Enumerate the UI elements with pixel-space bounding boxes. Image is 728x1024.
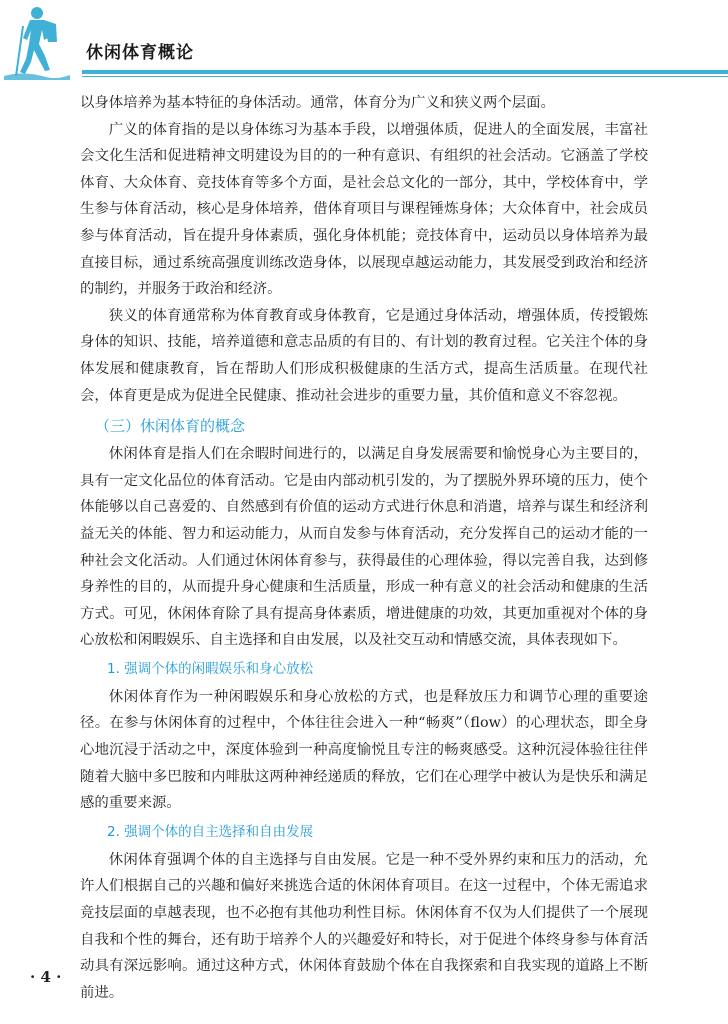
paragraph-free-choice: 休闲体育强调个体的自主选择与自由发展。它是一种不受外界约束和压力的活动，允许人们根据自己的兴趣和偏好来挑选合适的休闲体育项目。在这一过程中，个体无需追求竞技层面的卓越表现，也不必抱有其他功利性目标。休闲体育不仅为人们提供了一个展现自我和个性的舞台，还有助于培养个人的兴趣爱好和特长，对于促进个体终身参与体育活动具有深远影响。通过这种方式，休闲体育鼓励个体在自我探索和自我实现的道路上不断前进。	[80, 851, 648, 1001]
paragraph-leisure-definition: 休闲体育是指人们在余暇时间进行的，以满足自身发展需要和愉悦身心为主要目的，具有一定文化品位的体育活动。它是由内部动机引发的，为了摆脱外界环境的压力，使个体能够以自己喜爱的、自然感到有价值的运动方式进行休息和消遣，培养与谋生和经济利益无关的体能、智力和运动能力，从而自发参与体育活动，充分发挥自己的运动才能的一种社会文化活动。人们通过休闲体育参与，获得最佳的心理体验，得以完善自我，达到修身养性的目的，从而提升身心健康和生活质量，形成一种有意义的社会活动和健康的生活方式。可见，休闲体育除了具有提高身体素质，增进健康的功效，其更加重视对个体的身心放松和闲暇娱乐、自主选择和自由发展，以及社交互动和情感交流，具体表现如下。	[80, 446, 648, 649]
page-body	[80, 90, 648, 1006]
header-divider-thin	[82, 76, 728, 77]
subheading-free-choice: 2. 强调个体的自主选择和自由发展	[107, 823, 314, 840]
page-number: · 4 ·	[30, 968, 62, 986]
page-header	[0, 0, 728, 86]
paragraph-relaxation: 休闲体育作为一种闲暇娱乐和身心放松的方式，也是释放压力和调节心理的重要途径。在参与休闲体育的过程中，个体往往会进入一种“畅爽”（flow）的心理状态，即全身心地沉浸于活动之中，深度体验到一种高度愉悦且专注的畅爽感受。这种沉浸体验往往伴随着大脑中多巴胺和内啡肽这两种神经递质的释放，它们在心理学中被认为是快乐和满足感的重要来源。	[80, 688, 648, 812]
section-heading: （三）休闲体育的概念	[95, 417, 246, 436]
hiker-icon	[4, 4, 70, 80]
paragraph-narrow-sports: 狭义的体育通常称为体育教育或身体教育，它是通过身体活动，增强体质，传授锻炼身体的知识、技能，培养道德和意志品质的有目的、有计划的教育过程。它关注个体的身体发展和健康教育，旨在帮助人们形成积极健康的生活方式，提高生活质量。在现代社会，体育更是成为促进全民健康、推动社会进步的重要力量，其价值和意义不容忽视。	[80, 307, 648, 404]
header-divider	[82, 70, 728, 74]
paragraph-continued: 以身体培养为基本特征的身体活动。通常，体育分为广义和狭义两个层面。	[80, 95, 555, 111]
book-title: 休闲体育概论	[86, 43, 194, 63]
paragraph-broad-sports: 广义的体育指的是以身体练习为基本手段，以增强体质，促进人的全面发展，丰富社会文化生活和促进精神文明建设为目的的一种有意识、有组织的社会活动。它涵盖了学校体育、大众体育、竞技体育等多个方面，是社会总文化的一部分，其中，学校体育中，学生参与体育活动，核心是身体培养，借体育项目与课程锤炼身体；大众体育中，社会成员参与体育活动，旨在提升身体素质，强化身体机能；竞技体育中，运动员以身体培养为最直接目标，通过系统高强度训练改造身体，以展现卓越运动能力，其发展受到政治和经济的制约，并服务于政治和经济。	[80, 121, 648, 298]
subheading-relaxation: 1. 强调个体的闲暇娱乐和身心放松	[107, 660, 314, 677]
